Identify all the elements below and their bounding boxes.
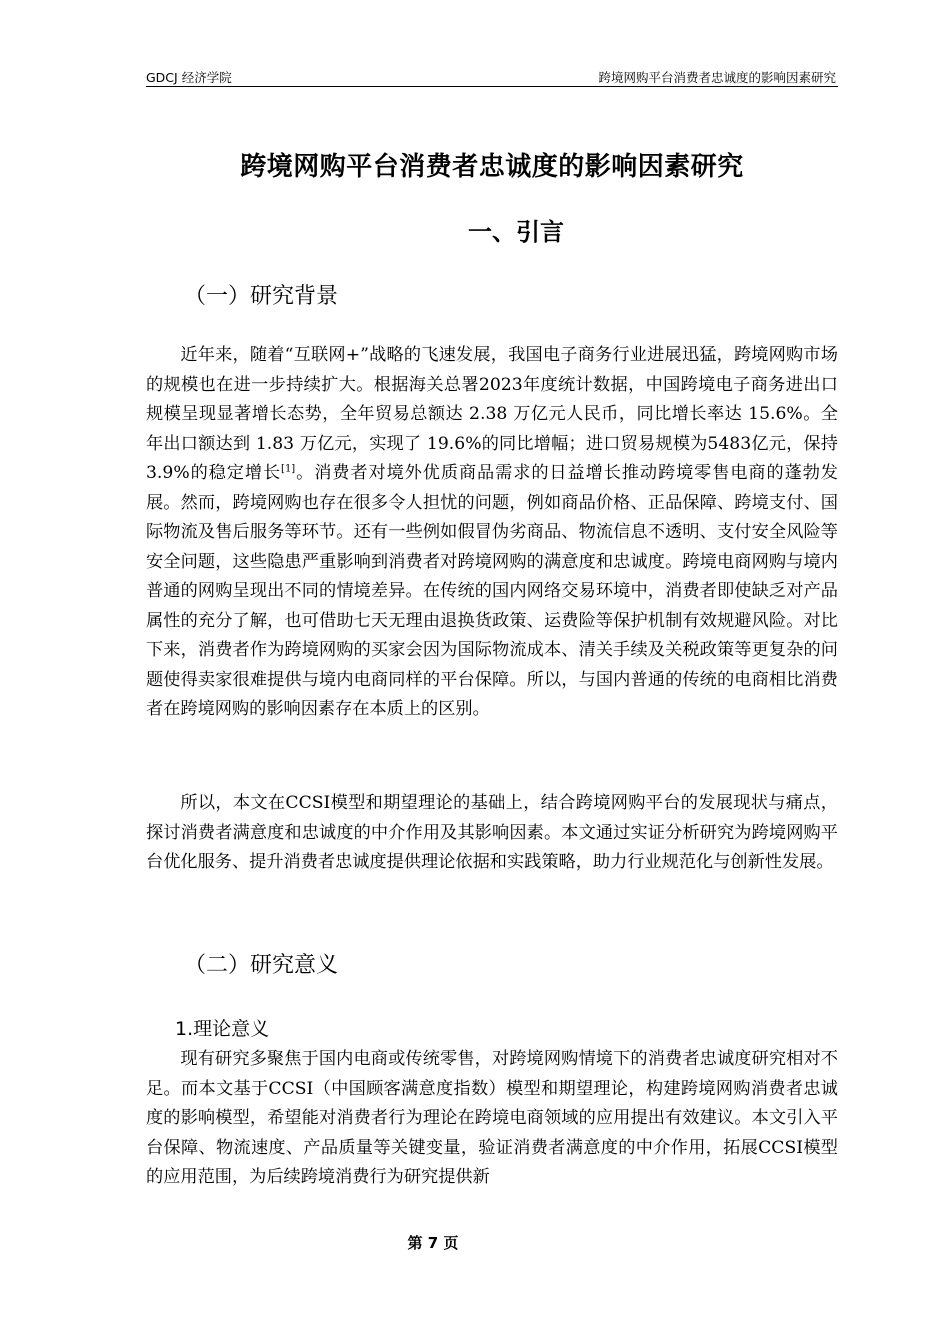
paragraph-text: 近年来，随着“互联网+”战略的飞速发展，我国电子商务行业进展迅猛，跨境网购市场的规模也在进一步持续扩大。根据海关总署2023年度统计数据，中国跨境电子商务进出口规模呈现显著增长态势，全年贸易总额达 2.38 万亿元人民币，同比增长率达 15.6%。全年出口额达到 1.83 万亿元，实现了 19.6%的同比增幅；进口贸易规模为5483亿元，保持 3.9%的稳定增长 xyxy=(146,345,838,483)
header-paper-title: 跨境网购平台消费者忠诚度的影响因素研究 xyxy=(598,70,836,85)
paragraph-theoretical-significance: 现有研究多聚焦于国内电商或传统零售，对跨境网购情境下的消费者忠诚度研究相对不足。而本文基于CCSI（中国顾客满意度指数）模型和期望理论，构建跨境网购消费者忠诚度的影响模型，希望能对消费者行为理论在跨境电商领域的应用提出有效建议。本文引入平台保障、物流速度、产品质量等关键变量，验证消费者满意度的中介作用，拓展CCSI模型的应用范围，为后续跨境消费行为研究提供新 xyxy=(146,1049,838,1187)
subsection-heading-significance: （二）研究意义 xyxy=(184,953,339,978)
paragraph-text: 。消费者对境外优质商品需求的日益增长推动跨境零售电商的蓬勃发展。然而，跨境网购也存在很多令人担忧的问题，例如商品价格、正品保障、跨境支付、国际物流及售后服务等环节。还有一些例如假冒伪劣商品、物流信息不透明、支付安全风险等安全问题，这些隐患严重影响到消费者对跨境网购的满意度和忠诚度。跨境电商网购与境内普通的网购呈现出不同的情境差异。在传统的国内网络交易环境中，消费者即使缺乏对产品属性的充分了解，也可借助七天无理由退换货政策、运费险等保护机制有效规避风险。对比下来，消费者作为跨境网购的买家会因为国际物流成本、清关手续及关税政策等更复杂的问题使得卖家很难提供与境内电商同样的平台保障。所以，与国内普通的传统的电商相比消费者在跨境网购的影响因素存在本质上的区别。 xyxy=(146,463,838,719)
paragraph-purpose: 所以，本文在CCSI模型和期望理论的基础上，结合跨境网购平台的发展现状与痛点，探讨消费者满意度和忠诚度的中介作用及其影响因素。本文通过实证分析研究为跨境网购平台优化服务、提升消费者忠诚度提供理论依据和实践策略，助力行业规范化与创新性发展。 xyxy=(146,793,838,872)
header-institution: GDCJ 经济学院 xyxy=(146,70,232,85)
section-heading-introduction: 一、引言 xyxy=(468,218,564,246)
paragraph-background xyxy=(146,341,838,725)
subsection-heading-background: （一）研究背景 xyxy=(184,284,339,309)
running-header xyxy=(146,66,838,87)
minor-heading-theoretical: 1.理论意义 xyxy=(175,1018,270,1040)
paper-title: 跨境网购平台消费者忠诚度的影响因素研究 xyxy=(240,152,744,182)
page-number: 第 7 页 xyxy=(407,1234,459,1252)
citation-reference: [1] xyxy=(281,463,296,475)
